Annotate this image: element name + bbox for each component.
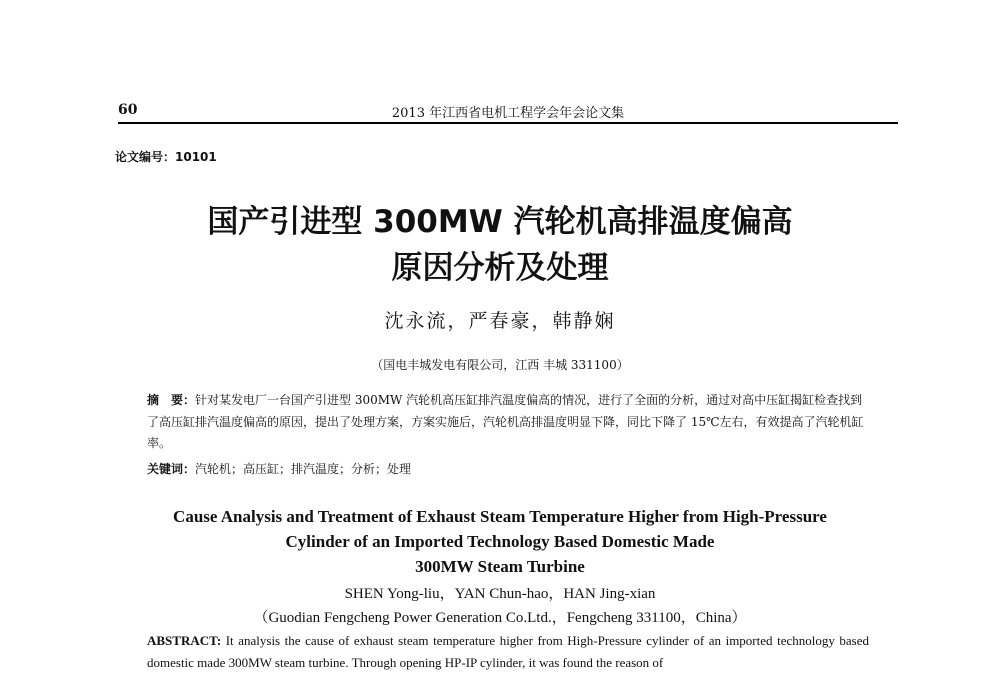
abstract-cn [147, 390, 869, 455]
paper-id: 论文编号：10101 [115, 150, 217, 164]
title-cn-line-2: 原因分析及处理 [391, 250, 609, 286]
title-en-line-1: Cause Analysis and Treatment of Exhaust Steam Temperature Higher from High-Pressure [173, 507, 827, 526]
keywords-cn-text: 汽轮机；高压缸；排汽温度；分析；处理 [195, 462, 412, 476]
header-rule [118, 122, 898, 124]
title-en-line-2: Cylinder of an Imported Technology Based Domestic Made [285, 532, 715, 551]
title-en-line-3: 300MW Steam Turbine [415, 557, 585, 576]
keywords-cn-label: 关键词： [147, 462, 196, 476]
journal-name: 2013 年江西省电机工程学会年会论文集 [391, 106, 625, 121]
abstract-cn-label: 摘 要： [147, 393, 196, 407]
affiliation-en: （Guodian Fengcheng Power Generation Co.Ltd.，Fengcheng 331100，China） [253, 610, 747, 626]
abstract-cn-text: 针对某发电厂一台国产引进型 300MW 汽轮机高压缸排汽温度偏高的情况，进行了全面的分析，通过对高中压缸揭缸检查找到了高压缸排汽温度偏高的原因，提出了处理方案，方案实施后，汽轮机高排温度明显下降，同比下降了 15℃左右，有效提高了汽轮机缸率。 [147, 393, 864, 450]
running-header [118, 102, 898, 122]
abstract-en-text: It analysis the cause of exhaust steam temperature higher from High-Pressure cylinder of an imported technology based domestic made 300MW steam turbine. Through opening HP-IP cylinder, it was found the reason of [147, 633, 869, 670]
abstract-en-label: ABSTRACT: [147, 633, 222, 648]
abstract-en [147, 630, 869, 674]
keywords-cn [147, 460, 411, 477]
authors-en: SHEN Yong-liu，YAN Chun-hao，HAN Jing-xian [344, 586, 656, 602]
title-cn-line-1: 国产引进型 300MW 汽轮机高排温度偏高 [207, 204, 793, 240]
authors-cn: 沈永流，严春豪，韩静娴 [384, 310, 616, 332]
affiliation-cn: （国电丰城发电有限公司，江西 丰城 331100） [371, 358, 629, 372]
page-number: 60 [118, 102, 138, 118]
